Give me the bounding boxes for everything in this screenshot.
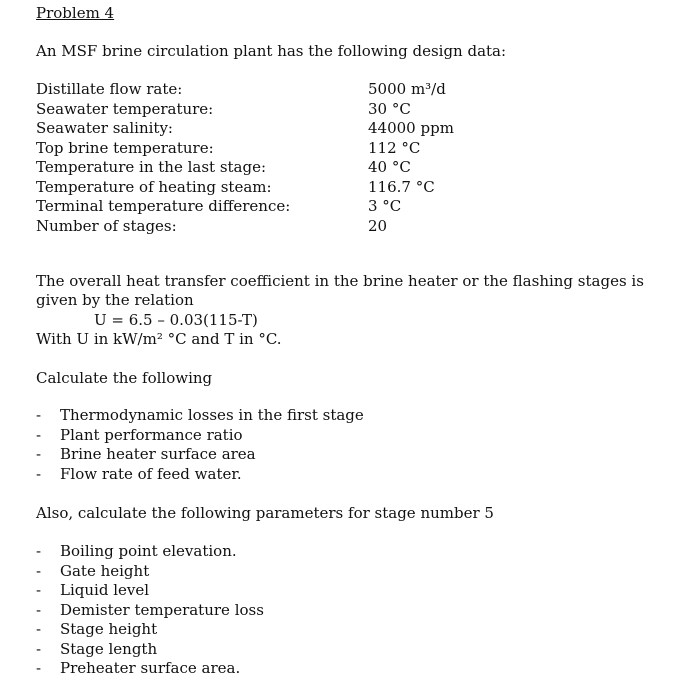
formula: U = 6.5 – 0.03(115-T) xyxy=(94,311,258,329)
design-data-row xyxy=(36,80,636,100)
list-item-text: Thermodynamic losses in the first stage xyxy=(60,406,364,424)
dash-bullet: - xyxy=(36,542,42,560)
design-data-row xyxy=(36,217,636,237)
dash-bullet: - xyxy=(36,425,42,444)
design-data-label: Terminal temperature difference: xyxy=(36,197,291,215)
dash-bullet: - xyxy=(36,464,42,483)
list-item-text: Flow rate of feed water. xyxy=(60,464,242,483)
design-data-row xyxy=(36,119,636,139)
list-item-text: Demister temperature loss xyxy=(60,600,264,619)
design-data-row xyxy=(36,139,636,159)
dash-bullet: - xyxy=(36,659,42,677)
dash-bullet: - xyxy=(36,445,42,463)
design-data-value: 44000 ppm xyxy=(368,119,454,137)
list-item-text: Liquid level xyxy=(60,581,150,599)
dash-bullet: - xyxy=(36,620,42,638)
units-text: With U in kW/m² °C and T in °C. xyxy=(36,330,282,348)
design-data-row xyxy=(36,100,636,120)
design-data-row xyxy=(36,178,636,198)
design-data-label: Number of stages: xyxy=(36,216,177,235)
design-data-row xyxy=(36,197,636,217)
design-data-value: 3 °C xyxy=(368,197,402,215)
dash-bullet: - xyxy=(36,581,42,599)
design-data-value: 30 °C xyxy=(368,99,411,118)
also-heading: Also, calculate the following parameters for stage number 5 xyxy=(36,504,494,522)
calculate-heading: Calculate the following xyxy=(36,369,213,387)
design-data-label: Top brine temperature: xyxy=(36,138,214,157)
heat-transfer-paragraph: The overall heat transfer coefficient in the brine heater or the flashing stages is given by the relation xyxy=(36,272,644,309)
design-data-label: Temperature in the last stage: xyxy=(36,158,267,176)
dash-bullet: - xyxy=(36,600,42,619)
design-data-value: 116.7 °C xyxy=(368,177,435,196)
dash-bullet: - xyxy=(36,561,42,580)
design-data-value: 20 xyxy=(368,216,388,235)
list-item-text: Stage length xyxy=(60,639,158,658)
design-data-label: Seawater salinity: xyxy=(36,119,173,137)
design-data-value: 40 °C xyxy=(368,158,411,176)
list-item-text: Gate height xyxy=(60,561,150,580)
list-item-text: Boiling point elevation. xyxy=(60,542,237,560)
list-item-text: Plant performance ratio xyxy=(60,425,243,444)
list-item-text: Brine heater surface area xyxy=(60,445,256,463)
design-data-table xyxy=(36,80,636,236)
list-item-text: Stage height xyxy=(60,620,158,638)
design-data-row xyxy=(36,158,636,178)
problem-title: Problem 4 xyxy=(36,4,115,22)
design-data-label: Distillate flow rate: xyxy=(36,80,183,98)
list-item-text: Preheater surface area. xyxy=(60,659,241,677)
intro-text: An MSF brine circulation plant has the following design data: xyxy=(36,42,507,60)
design-data-value: 112 °C xyxy=(368,138,421,157)
design-data-value: 5000 m³/d xyxy=(368,80,446,98)
dash-bullet: - xyxy=(36,639,42,658)
dash-bullet: - xyxy=(36,406,42,424)
design-data-label: Seawater temperature: xyxy=(36,99,214,118)
design-data-label: Temperature of heating steam: xyxy=(36,177,272,196)
